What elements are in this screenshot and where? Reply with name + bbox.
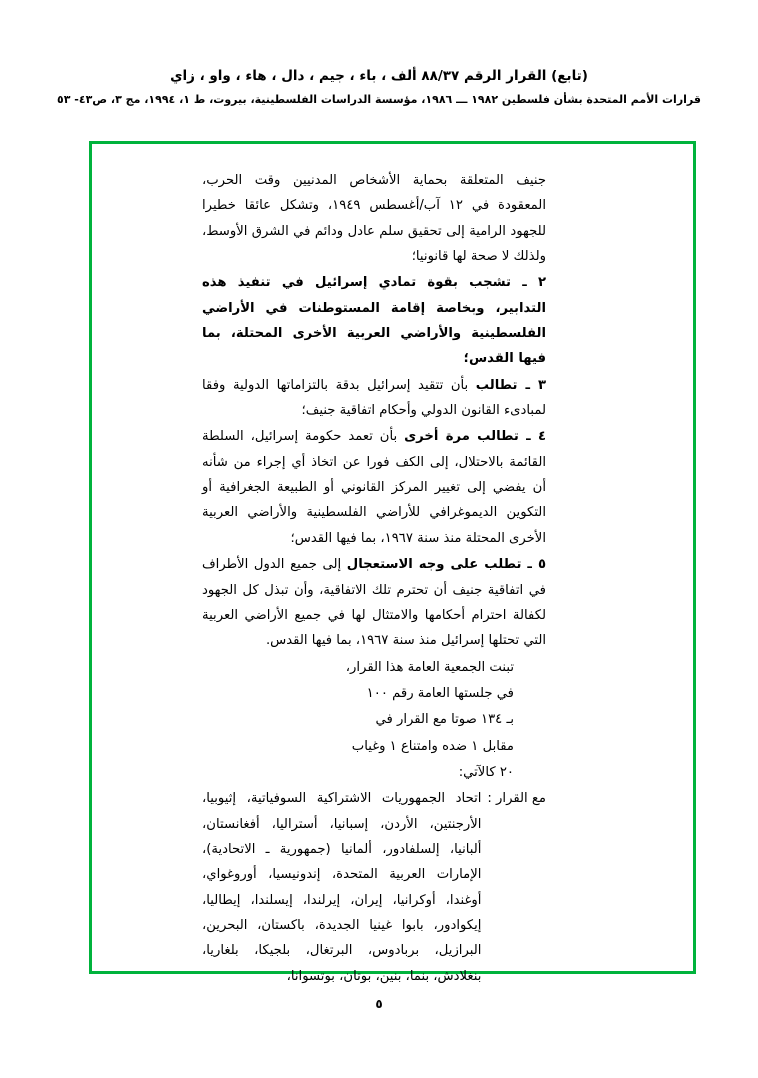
- vote-summary: [202, 655, 546, 786]
- paragraph-geneva-continuation: جنيف المتعلقة بحماية الأشخاص المدنيين وقت الحرب، المعقودة في ١٢ آب/أغسطس ١٩٤٩، وتشكل عائقا خطيرا للجهود الرامية إلى تحقيق سلم عادل ودائم في الشرق الأوسط، ولذلك لا صحة لها قانونيا؛: [202, 173, 546, 265]
- paragraph-clause-5: ٥ ـ تطلب على وجه الاستعجال إلى جميع الدول الأطراف في اتفاقية جنيف أن تحترم تلك الاتفاقية، وأن تبذل كل الجهود لكفالة احترام أحكامها والامتثال لها في جميع الأراضي العربية التي تحتلها إسرائيل منذ سنة ١٩٦٧، بما فيها القدس.: [202, 557, 546, 649]
- paragraph-clause-3: ٣ ـ تطالب بأن تتقيد إسرائيل بدقة بالتزاماتها الدولية وفقا لمبادىء القانون الدولي وأحكام اتفاقية جنيف؛: [202, 377, 546, 419]
- page-number: ٥: [375, 997, 383, 1011]
- vote-line-meeting: في جلستها العامة رقم ١٠٠: [366, 685, 514, 701]
- paragraph-clause-2: ٢ ـ تشجب بقوة تمادي إسرائيل في تنفيذ هذه التدابير، وبخاصة إقامة المستوطنات في الأراضي الفلسطينية والأراضي العربية الأخرى المحتلة، بما فيها القدس؛: [202, 275, 546, 367]
- page-header: [0, 68, 758, 106]
- countries-in-favour: [202, 786, 546, 989]
- document-body: [0, 168, 758, 989]
- paragraph-clause-4: ٤ ـ تطالب مرة أخرى بأن تعمد حكومة إسرائيل، السلطة القائمة بالاحتلال، إلى الكف فورا عن اتخاذ أي إجراء من شأنه أن يفضي إلى تغيير المركز القانوني أو الطبيعة الجغرافية أو التكوين الديموغرافي للأراضي الفلسطينية والأراضي العربية الأخرى المحتلة منذ سنة ١٩٦٧، بما فيها القدس؛: [202, 429, 546, 546]
- countries-in-favour-list: اتحاد الجمهوريات الاشتراكية السوفياتية، إثيوبيا، الأرجنتين، الأردن، إسبانيا، أستراليا، أفغانستان، ألبانيا، إلسلفادور، ألمانيا (جمهورية ـ الاتحادية)، الإمارات العربية المتحدة، إندونيسيا، أوروغواي، أوغندا، أوكرانيا، إيران، إيرلندا، إيسلندا، إيطاليا، إيكوادور، بابوا غينيا الجديدة، باكستان، البحرين، البرازيل، بربادوس، البرتغال، بلجيكا، بلغاريا، بنغلادش، بنما، بنين، بوتان، بوتسوانا،: [202, 791, 482, 984]
- vote-line-absent: ٢٠ كالآتي:: [458, 764, 514, 780]
- vote-line-in-favour: بـ ١٣٤ صوتا مع القرار في: [375, 712, 514, 728]
- vote-line-against-abstain: مقابل ١ ضده وامتناع ١ وغياب: [351, 738, 514, 754]
- header-title: (تابع) القرار الرقم ٨٨/٣٧ ألف ، باء ، جيم ، دال ، هاء ، واو ، زاي: [170, 68, 588, 84]
- header-source-citation: قرارات الأمم المتحدة بشأن فلسطين ١٩٨٢ ـــ ١٩٨٦، مؤسسة الدراسات الفلسطينية، بيروت، ط ١، ١٩٩٤، مج ٣، ص٤٣- ٥٣: [57, 93, 701, 106]
- countries-in-favour-label: مع القرار :: [487, 791, 546, 807]
- vote-line-adopted: تبنت الجمعية العامة هذا القرار،: [345, 659, 514, 675]
